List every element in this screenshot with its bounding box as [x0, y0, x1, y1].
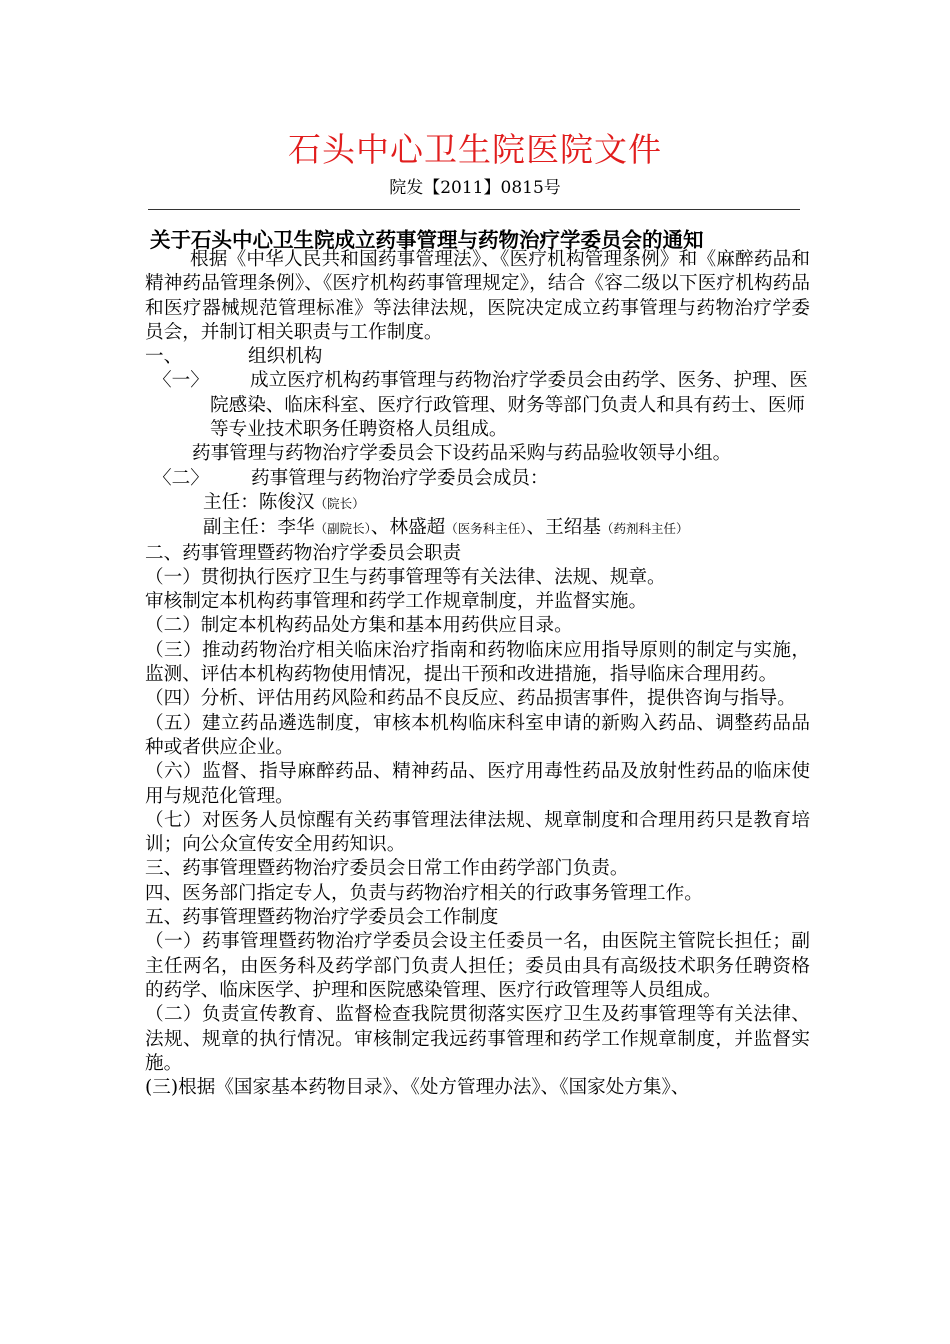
section3-text: 三、药事管理暨药物治疗委员会日常工作由药学部门负责。	[145, 858, 629, 880]
section1-item1	[145, 369, 810, 442]
director-title: （院长）	[314, 495, 365, 511]
deputy1-name: 李华	[277, 517, 315, 539]
deputy-label: 副主任：	[203, 517, 278, 539]
deputy-line	[145, 516, 810, 541]
section2-item: （二）制定本机构药品处方集和基本用药供应目录。	[145, 615, 573, 637]
section2-item: 审核制定本机构药事管理和药学工作规章制度，并监督实施。	[145, 591, 648, 613]
section2-item: （五）建立药品遴选制度，审核本机构临床科室申请的新购入药品、调整药品品种或者供应企业。	[145, 712, 810, 758]
section2-item: （七）对医务人员惊醒有关药事管理法律法规、规章制度和合理用药只是教育培训；向公众宣传安全用药知识。	[145, 809, 810, 856]
section4-text: 四、医务部门指定专人，负责与药物治疗相关的行政事务管理工作。	[145, 882, 703, 904]
deputy2-name: 林盛超	[389, 517, 446, 539]
item2-text: 药事管理与药物治疗学委员会成员：	[251, 467, 549, 489]
section2-item: （三）推动药物治疗相关临床治疗指南和药物临床应用指导原则的制定与实施，监测、评估本机构药物使用情况，提出干预和改进措施，指导临床合理用药。	[145, 639, 810, 686]
section2-item: （六）监督、指导麻醉药品、精神药品、医疗用毒性药品及放射性药品的临床使用与规范化管理。	[145, 761, 810, 807]
section1-item2	[145, 467, 810, 491]
section1-number: 一、	[145, 346, 183, 368]
document-body	[145, 248, 810, 1100]
section1-title: 组织机构	[248, 346, 323, 368]
deputy3-name: 王绍基	[545, 517, 601, 539]
section5-item: （一）药事管理暨药物治疗学委员会设主任委员一名，由医院主管院长担任；副主任两名，由医务科及药学部门负责人担任；委员由具有高级技术职务任聘资格的药学、临床医学、护理和医院感染管理、医疗行政管理等人员组成。	[145, 931, 810, 1001]
deputy-separator: 、	[526, 517, 546, 539]
deputy2-title: （医务科主任）	[445, 521, 527, 537]
section2-item: （一）贯彻执行医疗卫生与药事管理等有关法律、法规、规章。	[145, 566, 666, 588]
section2-item: （四）分析、评估用药风险和药品不良反应、药品损害事件，提供咨询与指导。	[145, 688, 796, 710]
deputy1-title: （副院长）	[314, 521, 371, 537]
document-number: 院发【2011】0815号	[389, 178, 561, 198]
item1-label: 〈一〉	[153, 370, 209, 392]
deputy3-title: （药剂科主任）	[600, 521, 689, 537]
notice-subject: 关于石头中心卫生院成立药事管理与药物治疗学委员会的通知	[150, 228, 704, 252]
document-title: 石头中心卫生院医院文件	[288, 130, 662, 169]
item1-text: 成立医疗机构药事管理与药物治疗学委员会由药学、医务、护理、医院感染、临床科室、医疗行政管理、财务等部门负责人和具有药士、医师等专业技术职务任聘资格人员组成。	[210, 370, 808, 441]
header-divider	[148, 209, 800, 210]
section5-item: （二）负责宣传教育、监督检查我院贯彻落实医疗卫生及药事管理等有关法律、法规、规章的执行情况。审核制定我远药事管理和药学工作规章制度，并监督实施。	[145, 1004, 810, 1074]
section1-heading	[145, 345, 810, 369]
director-line	[145, 491, 810, 516]
intro-paragraph: 根据《中华人民共和国药事管理法》、《医疗机构管理条例》和《麻醉药品和精神药品管理条例》、《医疗机构药事管理规定》，结合《容二级以下医疗机构药品和医疗器械规范管理标准》等法律法规，医院决定成立药事管理与药物治疗学委员会，并制订相关职责与工作制度。	[145, 249, 810, 343]
section5-item: (三)根据《国家基本药物目录》、《处方管理办法》、《国家处方集》、	[145, 1077, 690, 1099]
item1-extra: 药事管理与药物治疗学委员会下设药品采购与药品验收领导小组。	[192, 443, 732, 465]
director-name: 陈俊汉	[258, 491, 315, 513]
item2-label: 〈二〉	[153, 467, 209, 489]
section2-title: 二、药事管理暨药物治疗学委员会职责	[145, 542, 462, 564]
deputy-separator: 、	[370, 517, 390, 539]
director-label: 主任：	[203, 491, 259, 513]
section5-title: 五、药事管理暨药物治疗学委员会工作制度	[145, 907, 499, 929]
